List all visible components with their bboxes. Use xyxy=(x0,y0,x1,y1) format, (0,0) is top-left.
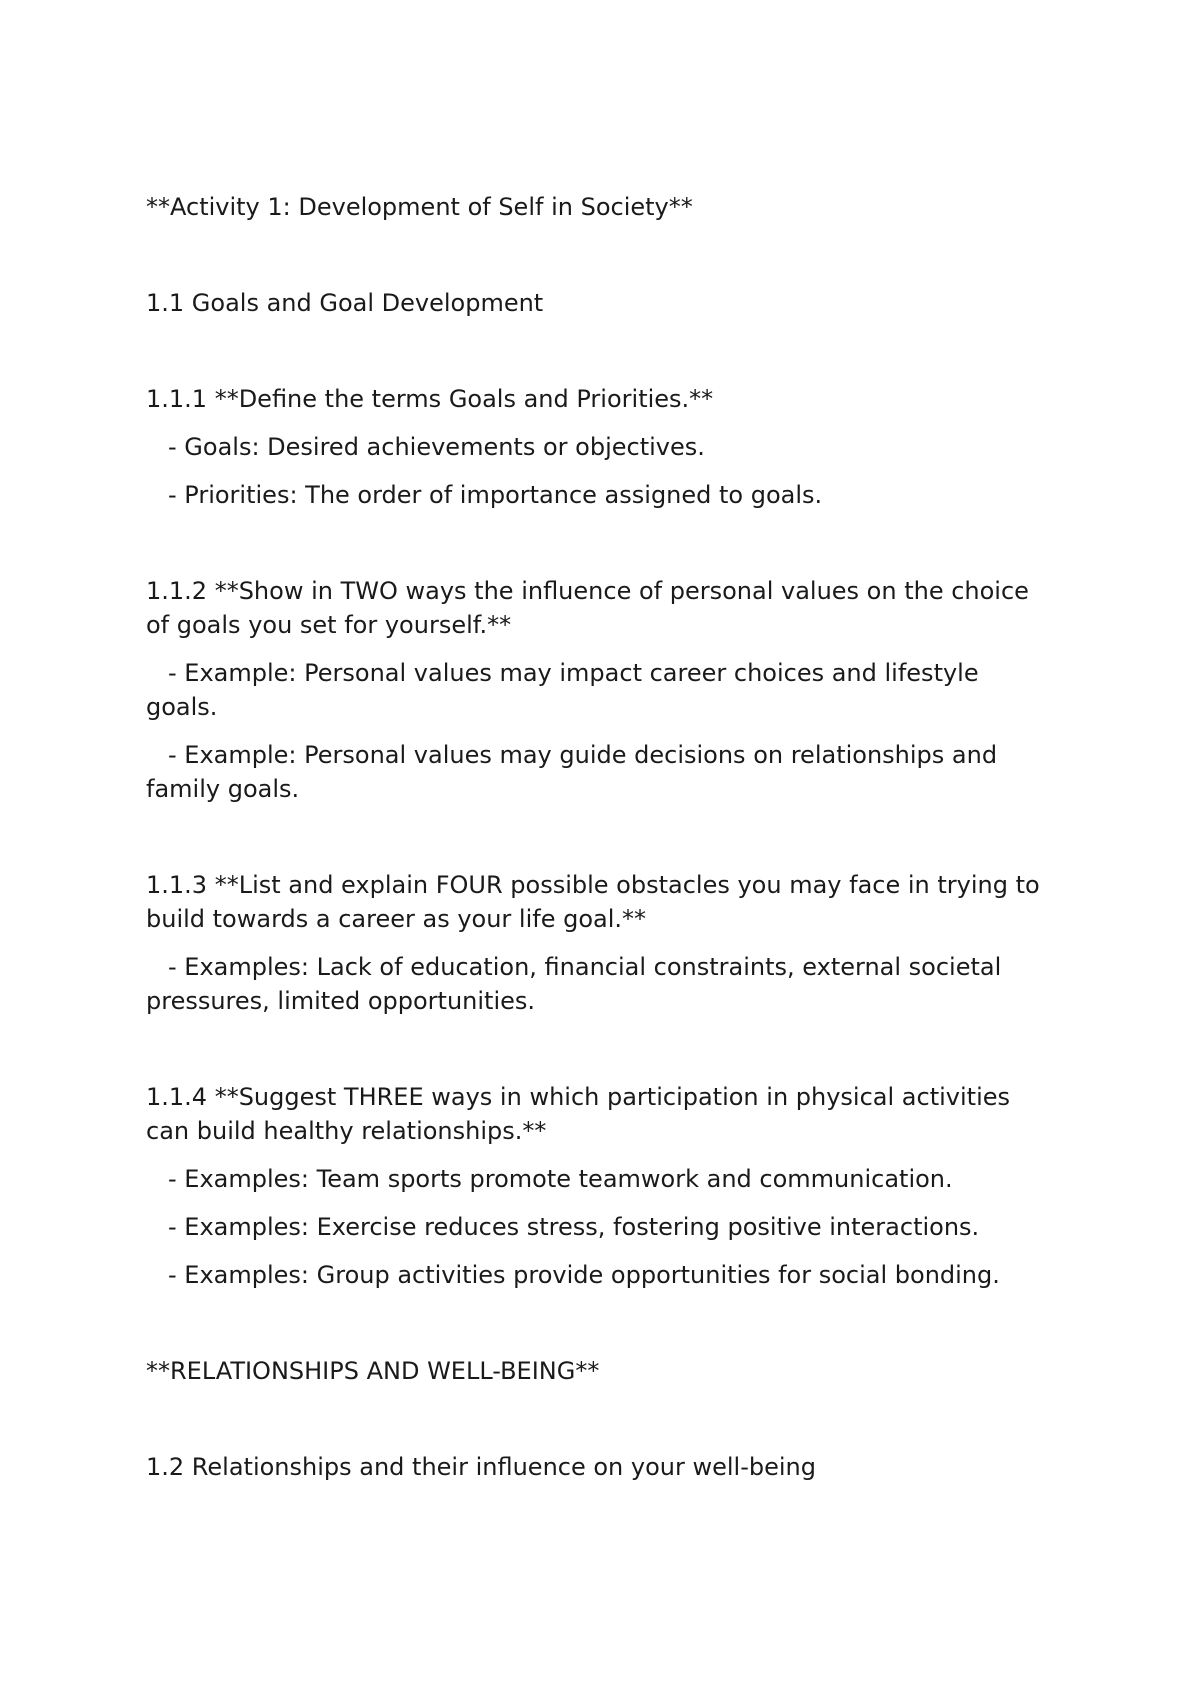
answer-text: - Goals: Desired achievements or objectives. xyxy=(168,433,705,461)
answer-bullet xyxy=(146,738,1066,806)
question-text-line: 1.1.2 **Show in TWO ways the influence of personal values on the choice xyxy=(146,577,1029,605)
question-text-line: of goals you set for yourself.** xyxy=(146,611,512,639)
answer-bullet xyxy=(146,1258,1066,1292)
answer-text: - Examples: Team sports promote teamwork and communication. xyxy=(168,1165,953,1193)
relationships-heading: **RELATIONSHIPS AND WELL-BEING** xyxy=(146,1357,600,1385)
answer-bullet xyxy=(146,478,1066,512)
answer-bullet xyxy=(146,656,1066,724)
question-1-1-3-heading xyxy=(146,868,1066,936)
answer-text-line: - Example: Personal values may guide decisions on relationships and xyxy=(168,741,998,769)
section-heading-1-1: 1.1 Goals and Goal Development xyxy=(146,289,544,317)
answer-text-line: - Examples: Lack of education, financial constraints, external societal xyxy=(168,953,1002,981)
question-text-line: build towards a career as your life goal.** xyxy=(146,905,647,933)
answer-bullet xyxy=(146,950,1066,1018)
question-1-1-4-heading xyxy=(146,1080,1066,1148)
question-1-1-1-heading: 1.1.1 **Define the terms Goals and Priorities.** xyxy=(146,385,714,413)
answer-text: - Priorities: The order of importance assigned to goals. xyxy=(168,481,823,509)
answer-bullet xyxy=(146,1162,1066,1196)
question-text-line: can build healthy relationships.** xyxy=(146,1117,547,1145)
section-heading-1-2: 1.2 Relationships and their influence on your well-being xyxy=(146,1453,816,1481)
question-text-line: 1.1.3 **List and explain FOUR possible obstacles you may face in trying to xyxy=(146,871,1040,899)
activity-title: **Activity 1: Development of Self in Society** xyxy=(146,193,693,221)
answer-text-line: pressures, limited opportunities. xyxy=(146,987,536,1015)
answer-text: - Examples: Group activities provide opportunities for social bonding. xyxy=(168,1261,1000,1289)
answer-bullet xyxy=(146,1210,1066,1244)
answer-text-line: family goals. xyxy=(146,775,300,803)
answer-text: - Examples: Exercise reduces stress, fostering positive interactions. xyxy=(168,1213,980,1241)
question-1-1-2-heading xyxy=(146,574,1066,642)
document-body xyxy=(146,190,1066,1484)
answer-text-line: - Example: Personal values may impact career choices and lifestyle xyxy=(168,659,979,687)
question-text-line: 1.1.4 **Suggest THREE ways in which participation in physical activities xyxy=(146,1083,1010,1111)
answer-bullet xyxy=(146,430,1066,464)
answer-text-line: goals. xyxy=(146,693,218,721)
